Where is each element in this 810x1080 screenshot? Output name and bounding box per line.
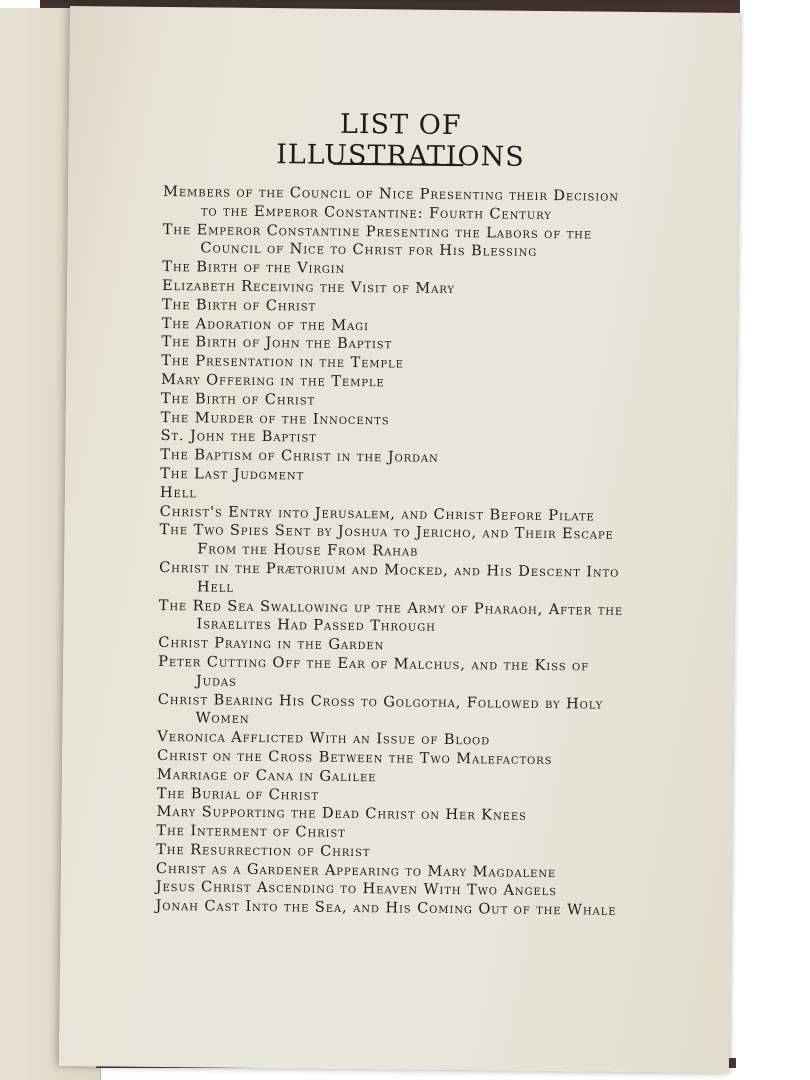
list-item: The Birth of the Virgin — [162, 258, 346, 278]
list-item: Jonah Cast Into the Sea, and His Coming Out of the Whale — [155, 897, 617, 920]
list-item: The Last Judgment — [160, 464, 305, 484]
list-item: The Adoration of the Magi — [161, 314, 370, 334]
page-title: LIST OF ILLUSTRATIONS — [275, 108, 525, 173]
list-item: The Birth of John the Baptist — [161, 333, 393, 353]
list-item: Marriage of Cana in Galilee — [156, 765, 377, 785]
list-item: Elizabeth Receiving the Visit of Mary — [161, 276, 455, 298]
list-item: The Birth of Christ — [160, 389, 316, 409]
illustrations-list — [155, 183, 633, 921]
list-item: Christ on the Cross Between the Two Malefactors — [157, 746, 553, 768]
list-item: The Murder of the Innocents — [160, 408, 390, 428]
list-item: Peter Cutting Off the Ear of Malchus, and the Kiss of Judas — [158, 652, 590, 690]
list-item: The Emperor Constantine Presenting the Labors of the Council of Nice to Christ for His Blessing — [162, 220, 593, 261]
list-item: Mary Offering in the Temple — [161, 370, 385, 391]
list-item: The Resurrection of Christ — [156, 840, 371, 861]
list-item: Mary Supporting the Dead Christ on Her Knees — [156, 803, 527, 825]
list-item: The Red Sea Swallowing up the Army of Pharaoh, After the Israelites Had Passed Through — [158, 596, 624, 636]
list-item: St. John the Baptist — [160, 427, 317, 446]
list-item: The Interment of Christ — [156, 822, 346, 842]
list-item: Christ in the Prætorium and Mocked, and His Descent Into Hell — [159, 558, 620, 596]
list-item: Christ as a Gardener Appearing to Mary Magdalene — [155, 859, 557, 881]
list-item: The Birth of Christ — [161, 295, 317, 315]
list-item: The Baptism of Christ in the Jordan — [160, 446, 439, 467]
list-item: The Presentation in the Temple — [161, 352, 404, 372]
list-item: Christ's Entry into Jerusalem, and Christ Before Pilate — [159, 502, 595, 525]
list-item: Christ Bearing His Cross to Golgotha, Followed by Holy Women — [157, 690, 604, 728]
book-page — [59, 6, 740, 1073]
list-item: Veronica Afflicted With an Issue of Blood — [157, 728, 491, 749]
list-item: Hell — [159, 483, 197, 502]
list-item: Christ Praying in the Garden — [158, 634, 385, 654]
list-item: The Two Spies Sent by Joshua to Jericho, and Their Escape From the House From Rahab — [159, 521, 614, 560]
list-item: Jesus Christ Ascending to Heaven With Two Angels — [155, 878, 558, 900]
list-item: The Burial of Christ — [156, 784, 320, 804]
list-item: Members of the Council of Nice Presenting their Decision to the Emperor Constantine: Fourth Century — [162, 182, 620, 223]
